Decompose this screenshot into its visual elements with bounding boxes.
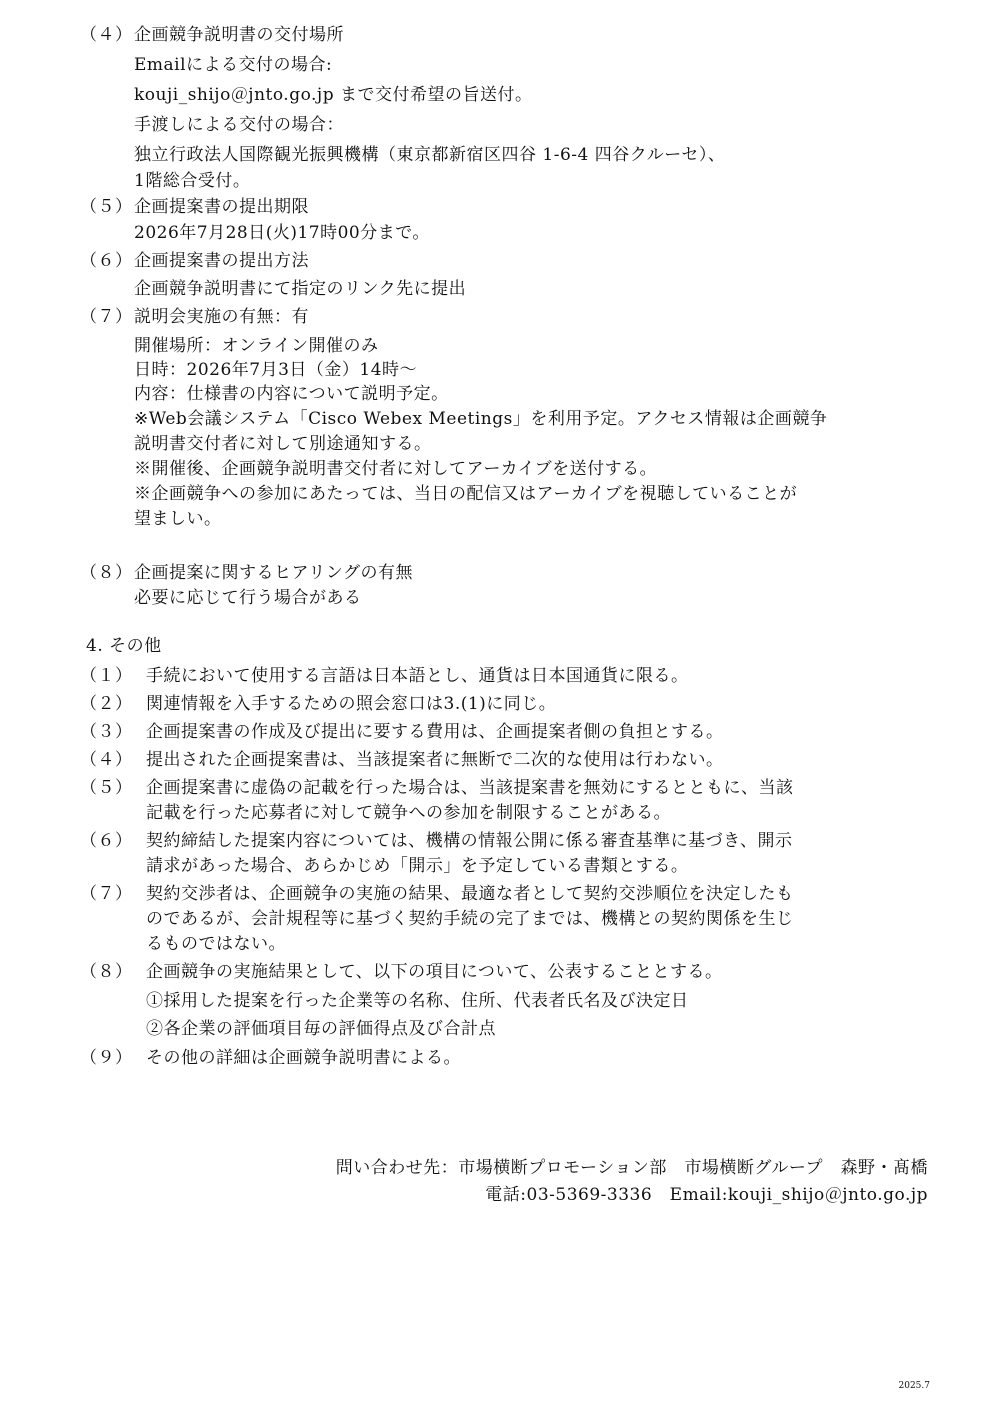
item-line: 企画競争説明書にて指定のリンク先に提出 (134, 279, 467, 299)
item-line: 望ましい。 (134, 509, 222, 529)
item-line: 手渡しによる交付の場合： (134, 115, 344, 135)
item-title: 企画競争説明書の交付場所 (134, 25, 344, 45)
item-line: 契約交渉者は、企画競争の実施の結果、最適な者として契約交渉順位を決定したも (146, 884, 794, 904)
item-line: 内容：仕様書の内容について説明予定。 (134, 384, 449, 404)
item-number: （８） (80, 962, 133, 982)
item-line: 説明書交付者に対して別途通知する。 (134, 434, 432, 454)
item-line: 開催場所：オンライン開催のみ (134, 336, 379, 356)
item-line: 関連情報を入手するための照会窓口は3.(1)に同じ。 (146, 694, 557, 714)
item-number: （５） (80, 778, 133, 798)
item-title: 企画提案書の提出方法 (134, 251, 309, 271)
item-line: 企画競争の実施結果として、以下の項目について、公表することとする。 (146, 962, 723, 982)
item-number: （３） (80, 722, 133, 742)
item-title: 企画提案に関するヒアリングの有無 (134, 563, 413, 583)
item-title: 企画提案書の提出期限 (134, 197, 309, 217)
item-number: （４） (80, 750, 133, 770)
item-line: ※Web会議システム「Cisco Webex Meetings」を利用予定。アクセス情報は企画競争 (134, 409, 828, 429)
item-line: 企画提案書の作成及び提出に要する費用は、企画提案者側の負担とする。 (146, 722, 724, 742)
section-heading: 4. その他 (86, 636, 162, 656)
item-line: のであるが、会計規程等に基づく契約手続の完了までは、機構との契約関係を生じ (146, 909, 794, 929)
footer-year: 2025.7 (898, 1381, 930, 1391)
item-number: （５） (80, 197, 133, 217)
item-line: 企画提案書に虚偽の記載を行った場合は、当該提案書を無効にするとともに、当該 (146, 778, 794, 798)
item-line: ①採用した提案を行った企業等の名称、住所、代表者氏名及び決定日 (146, 991, 689, 1011)
item-line: 1階総合受付。 (134, 171, 251, 191)
item-line: 手続において使用する言語は日本語とし、通貨は日本国通貨に限る。 (146, 666, 689, 686)
item-number: （８） (80, 563, 133, 583)
item-number: （６） (80, 251, 133, 271)
item-number: （７） (80, 307, 133, 327)
item-number: （４） (80, 25, 133, 45)
item-line: 請求があった場合、あらかじめ「開示」を予定している書類とする。 (146, 856, 689, 876)
item-line: 独立行政法人国際観光振興機構（東京都新宿区四谷 1-6-4 四谷クルーセ）、 (134, 145, 726, 165)
item-line: 2026年7月28日(火)17時00分まで。 (134, 223, 430, 243)
item-line: kouji_shijo＠jnto.go.jp まで交付希望の旨送付。 (134, 85, 533, 105)
contact-line: 電話:03-5369-3336 Email:kouji_shijo＠jnto.go.jp (485, 1185, 928, 1205)
item-line: Emailによる交付の場合: (134, 55, 333, 75)
item-line: 必要に応じて行う場合がある (134, 588, 362, 608)
item-number: （１） (80, 666, 133, 686)
item-line: その他の詳細は企画競争説明書による。 (146, 1048, 461, 1068)
item-line: 日時：2026年7月3日（金）14時～ (134, 360, 418, 380)
item-line: るものではない。 (146, 934, 286, 954)
item-title: 説明会実施の有無：有 (134, 307, 309, 327)
contact-line: 問い合わせ先：市場横断プロモーション部 市場横断グループ 森野・髙橋 (335, 1158, 928, 1178)
item-line: ※開催後、企画競争説明書交付者に対してアーカイブを送付する。 (134, 459, 658, 479)
item-line: ※企画競争への参加にあたっては、当日の配信又はアーカイブを視聴していることが (134, 484, 798, 504)
item-line: 提出された企画提案書は、当該提案者に無断で二次的な使用は行わない。 (146, 750, 724, 770)
item-number: （７） (80, 884, 133, 904)
item-line: ②各企業の評価項目毎の評価得点及び合計点 (146, 1019, 496, 1039)
item-number: （６） (80, 831, 133, 851)
item-number: （２） (80, 694, 133, 714)
item-number: （９） (80, 1048, 133, 1068)
item-line: 記載を行った応募者に対して競争への参加を制限することがある。 (146, 803, 671, 823)
item-line: 契約締結した提案内容については、機構の情報公開に係る審査基準に基づき、開示 (146, 831, 793, 851)
